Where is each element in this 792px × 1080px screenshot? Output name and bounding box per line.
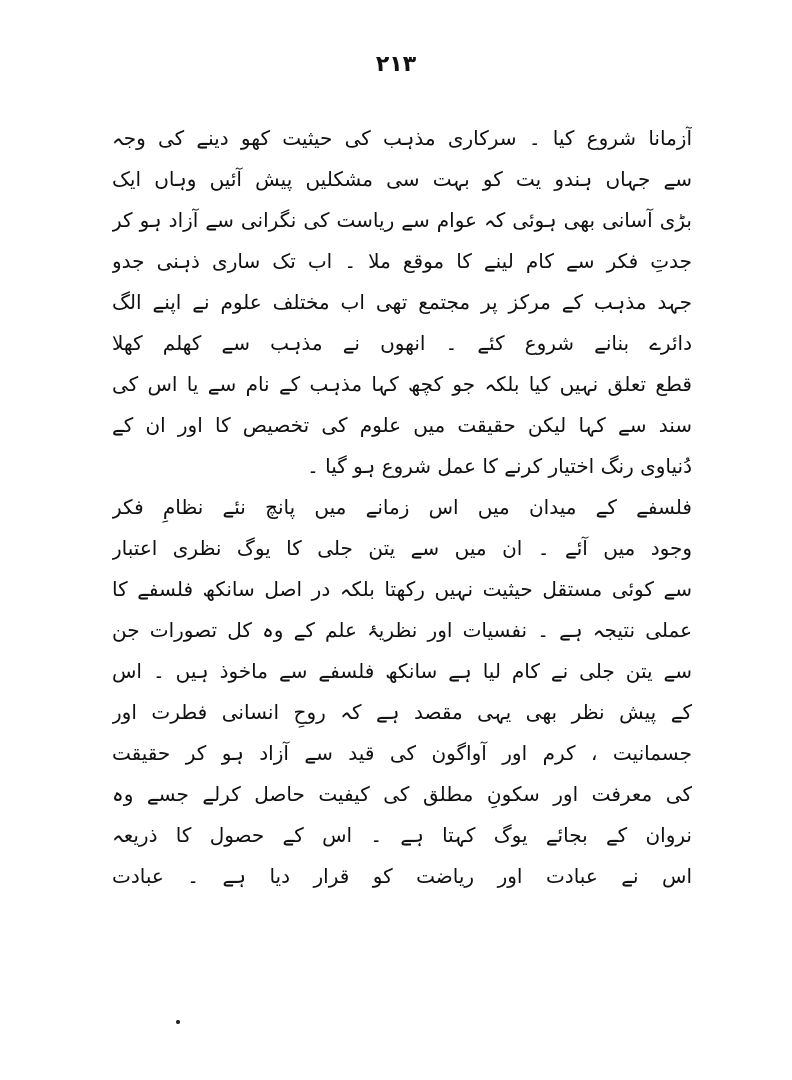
text-line: کے پیش نظر بھی یہی مقصد ہے کہ روحِ انسانی فطرت اور — [112, 700, 692, 724]
body-text — [112, 118, 692, 897]
text-line: دائرے بنانے شروع کئے ۔ انھوں نے مذہب سے کھلم کھلا — [112, 331, 692, 355]
text-line: کی معرفت اور سکونِ مطلق کی کیفیت حاصل کرلے جسے وہ — [112, 782, 692, 806]
text-line: سند سے کہا لیکن حقیقت میں علوم کی تخصیص کا اور ان کے — [112, 413, 692, 437]
text-line: سے کوئی مستقل حیثیت نہیں رکھتا بلکہ در اصل سانکھ فلسفے کا — [112, 577, 692, 601]
text-line: بڑی آسانی بھی ہوئی کہ عوام سے ریاست کی نگرانی سے آزاد ہو کر — [112, 208, 692, 232]
text-line: نروان کے بجائے یوگ کہتا ہے ۔ اس کے حصول کا ذریعہ — [112, 823, 692, 847]
text-line: جسمانیت ، کرم اور آواگون کی قید سے آزاد ہو کر حقیقت — [112, 741, 692, 765]
text-line: قطع تعلق نہیں کیا بلکہ جو کچھ کہا مذہب کے نام سے یا اس کی — [112, 372, 692, 396]
page-number: ۲۱۳ — [375, 52, 417, 77]
text-line: آزمانا شروع کیا ۔ سرکاری مذہب کی حیثیت کھو دینے کی وجہ — [112, 126, 692, 150]
text-line: جہد مذہب کے مرکز پر مجتمع تھی اب مختلف علوم نے اپنے الگ — [112, 290, 692, 314]
text-line: سے یتن جلی نے کام لیا ہے سانکھ فلسفے سے ماخوذ ہیں ۔ اس — [112, 659, 692, 683]
text-line: سے جہاں ہندو یت کو بہت سی مشکلیں پیش آئیں وہاں ایک — [112, 167, 692, 191]
text-line: اس نے عبادت اور ریاضت کو قرار دیا ہے ۔ عبادت — [112, 864, 692, 888]
text-line: فلسفے کے میدان میں اس زمانے میں پانچ نئے نظامِ فکر — [112, 495, 692, 519]
text-line: جدتِ فکر سے کام لینے کا موقع ملا ۔ اب تک ساری ذہنی جدو — [112, 249, 692, 273]
text-line: وجود میں آئے ۔ ان میں سے یتن جلی کا یوگ نظری اعتبار — [112, 536, 692, 560]
ink-dot — [176, 1020, 180, 1024]
text-line: عملی نتیجہ ہے ۔ نفسیات اور نظریۂ علم کے وہ کل تصورات جن — [112, 618, 692, 642]
text-line: دُنیاوی رنگ اختیار کرنے کا عمل شروع ہو گیا ۔ — [307, 454, 692, 478]
